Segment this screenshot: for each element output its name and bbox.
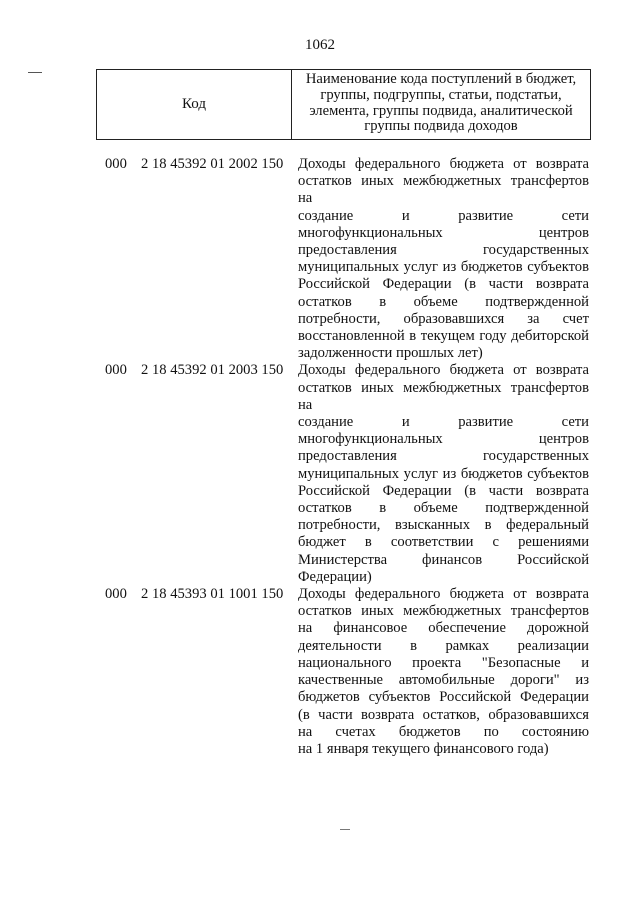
revenue-code: 2 18 45392 01 2002 150 (141, 156, 284, 172)
revenue-description (298, 362, 589, 586)
description-line: остатков иных межбюджетных трансфертов на (298, 173, 589, 207)
description-line: Министерства финансов Российской (298, 551, 589, 568)
description-line: Российской Федерации (в части возврата (298, 276, 589, 293)
description-line: муниципальных услуг из бюджетов субъектов (298, 259, 589, 276)
header-name-line: группы подвида доходов (364, 118, 518, 135)
header-code-label: Код (182, 96, 206, 112)
description-line: остатков иных межбюджетных трансфертов на (298, 379, 589, 413)
description-line: муниципальных услуг из бюджетов субъектов (298, 465, 589, 482)
table-row (0, 362, 640, 586)
description-line: остатков в объеме подтвержденной (298, 293, 589, 310)
description-line: (в части возврата остатков, образовавшихся (298, 706, 589, 723)
header-name-line: элемента, группы подвида, аналитической (309, 102, 573, 119)
description-line: Доходы федерального бюджета от возврата (298, 156, 589, 172)
description-line: остатков в объеме подтвержденной (298, 500, 589, 517)
description-line: многофункциональных центров (298, 431, 589, 448)
description-line: Доходы федерального бюджета от возврата (298, 586, 589, 603)
description-line: качественные автомобильные дороги" из (298, 672, 589, 689)
footer-mark (340, 829, 350, 830)
description-line: предоставления государственных (298, 242, 589, 259)
description-line: многофункциональных центров (298, 224, 589, 241)
table-body (0, 156, 640, 758)
page-number: 1062 (305, 37, 335, 53)
header-name-line: Наименование кода поступлений в бюджет, (305, 71, 577, 87)
description-line: создание и развитие сети (298, 414, 589, 431)
margin-mark (28, 72, 42, 73)
code-prefix: 000 (105, 362, 127, 379)
description-line: деятельности в рамках реализации (298, 637, 589, 654)
description-line: Доходы федерального бюджета от возврата (298, 362, 589, 379)
header-code-cell (97, 70, 292, 139)
description-line: потребности, образовавшихся за счет (298, 310, 589, 327)
description-line: бюджет в соответствии с решениями (298, 534, 589, 551)
code-prefix: 000 (105, 586, 127, 603)
description-line: потребности, взысканных в федеральный (298, 517, 589, 534)
description-line: Федерации) (298, 568, 372, 585)
table-row (0, 156, 640, 362)
revenue-code: 2 18 45393 01 1001 150 (141, 586, 284, 603)
description-line: на финансовое обеспечение дорожной (298, 620, 589, 637)
description-line: на счетах бюджетов по состоянию (298, 723, 589, 740)
description-line: предоставления государственных (298, 448, 589, 465)
description-line: Российской Федерации (в части возврата (298, 482, 589, 499)
description-line: восстановленной в текущем году дебиторской (298, 328, 589, 345)
description-line: бюджетов субъектов Российской Федерации (298, 689, 589, 706)
description-line: создание и развитие сети (298, 207, 589, 224)
description-line: национального проекта "Безопасные и (298, 654, 589, 671)
description-line: на 1 января текущего финансового года) (298, 740, 549, 757)
revenue-description (298, 586, 589, 758)
header-name-cell (292, 70, 590, 139)
table-row (0, 586, 640, 758)
table-header (96, 69, 591, 140)
header-name-line: группы, подгруппы, статьи, подстатьи, (320, 86, 562, 103)
description-line: остатков иных межбюджетных трансфертов (298, 603, 589, 620)
revenue-code: 2 18 45392 01 2003 150 (141, 362, 284, 379)
revenue-description (298, 156, 589, 362)
description-line: задолженности прошлых лет) (298, 345, 483, 362)
code-prefix: 000 (105, 156, 127, 172)
